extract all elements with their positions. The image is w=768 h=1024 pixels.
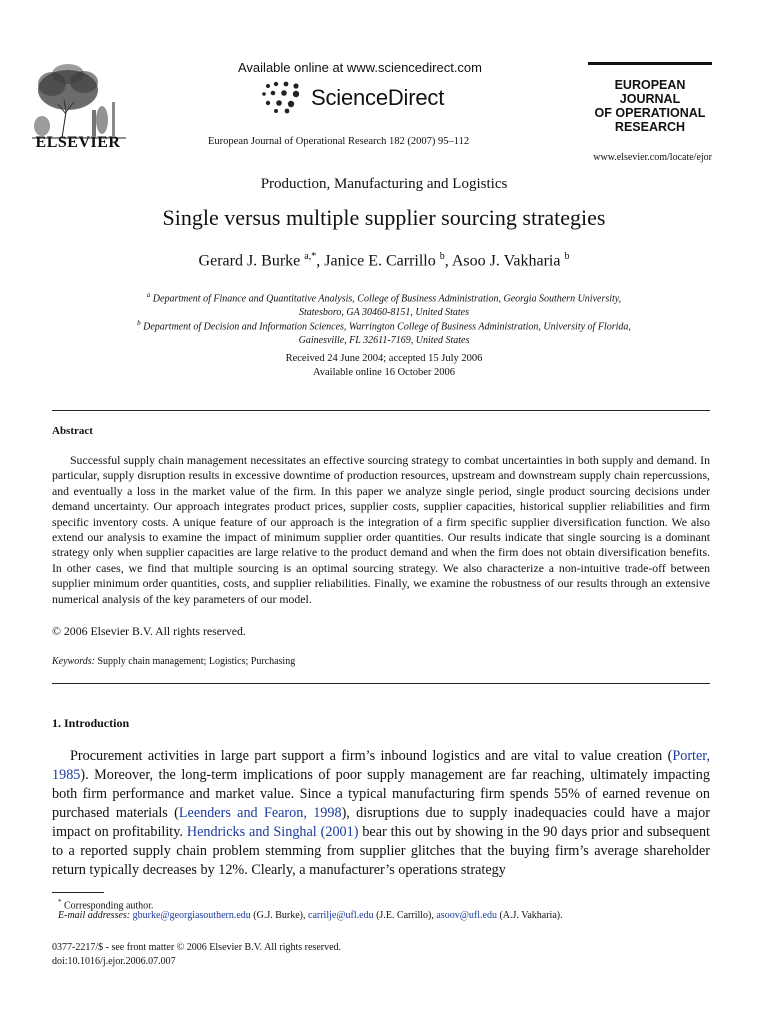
affiliation-line: Statesboro, GA 30460-8151, United States: [299, 307, 469, 319]
affiliation-mark: a: [146, 291, 151, 299]
intro-text: Procurement activities in large part support a firm’s inbound logistics and are vital to value creation (: [70, 748, 673, 764]
journal-section: Production, Manufacturing and Logistics: [260, 176, 508, 192]
journal-url[interactable]: www.elsevier.com/locate/ejor: [593, 152, 712, 163]
keywords-list: Supply chain management; Logistics; Purchasing: [97, 656, 296, 667]
footnote-mark: *: [58, 898, 62, 906]
divider: [52, 683, 710, 684]
author-name: Asoo J. Vakharia: [451, 252, 561, 270]
journal-logo-text: [588, 78, 712, 134]
email-owner: (J.E. Carrillo),: [376, 910, 434, 921]
journal-logo-line: EUROPEAN: [614, 78, 686, 92]
email-link[interactable]: gburke@georgiasouthern.edu: [132, 910, 251, 921]
introduction-body: [52, 747, 710, 880]
intro-text: bear this out by showing in the 90 days prior and subsequent to a reported supply chain problem stemming from supplier glitches that the buying firm’s average shareholder return typically decreases by 12%. Clearly, a manufacturer’s operations strategy: [52, 824, 710, 878]
citation-link[interactable]: Hendricks and Singhal (2001): [186, 824, 359, 840]
available-date: Available online 16 October 2006: [312, 367, 456, 378]
affiliation-b: [70, 316, 698, 348]
author-affil-mark: b: [564, 251, 570, 262]
sciencedirect-wordmark: ScienceDirect: [311, 85, 445, 110]
received-dates: Received 24 June 2004; accepted 15 July 2006: [285, 353, 483, 364]
email-owner: (G.J. Burke),: [253, 910, 306, 921]
affiliation-mark: b: [137, 319, 141, 327]
elsevier-tree-logo: [22, 62, 134, 140]
abstract-copyright: © 2006 Elsevier B.V. All rights reserved.: [52, 624, 246, 638]
doi-line[interactable]: doi:10.1016/j.ejor.2006.07.007: [52, 956, 176, 967]
author-affil-mark: a,*: [304, 251, 317, 262]
abstract-body: [52, 453, 710, 607]
introduction-paragraph: [52, 747, 710, 880]
author-affil-mark: b: [439, 251, 445, 262]
email-label: E-mail addresses:: [58, 910, 131, 921]
available-online-text: Available online at www.sciencedirect.com: [238, 60, 482, 75]
affiliation-line: Department of Decision and Information Sciences, Warrington College of Business Administration, University of Florida,: [143, 321, 631, 333]
affiliation-line: Department of Finance and Quantitative Analysis, College of Business Administration, Georgia Southern University,: [152, 293, 622, 305]
abstract-heading: Abstract: [52, 425, 93, 437]
citation-link[interactable]: Porter, 1985: [52, 748, 710, 783]
footnote-emails: [58, 909, 563, 922]
section-heading: 1. Introduction: [52, 716, 130, 730]
issn-line: 0377-2217/$ - see front matter © 2006 Elsevier B.V. All rights reserved.: [52, 942, 342, 953]
author-list: Gerard J. Burke $^{a,*}$, Janice E. Carrillo $^b$, Asoo J. Vakharia $^b$: [198, 251, 570, 270]
intro-text: ). Moreover, the long-term implications of poor supply management are far reaching, ultimately impacting both firm performance and market value. Since a typical manufacturing firm spends 55% of earned revenue on purchased materials (: [52, 767, 710, 821]
author-name: Janice E. Carrillo: [324, 252, 436, 270]
publisher-name: ELSEVIER: [35, 134, 121, 151]
email-link[interactable]: asoov@ufl.edu: [436, 910, 497, 921]
journal-reference: European Journal of Operational Research 182 (2007) 95–112: [208, 136, 470, 147]
keywords: [52, 656, 295, 667]
email-link[interactable]: carrilje@ufl.edu: [308, 910, 374, 921]
journal-logo-line: OF OPERATIONAL: [594, 106, 706, 120]
affiliation-line: Gainesville, FL 32611-7169, United States: [298, 335, 470, 347]
email-owner: (A.J. Vakharia).: [499, 910, 563, 921]
article-title: Single versus multiple supplier sourcing strategies: [162, 205, 606, 230]
footnote-rule: [52, 892, 104, 893]
journal-logo-rule: [588, 62, 712, 65]
citation-link[interactable]: Leenders and Fearon, 1998: [178, 805, 342, 821]
divider: [52, 410, 710, 411]
intro-text: ), disruptions due to supply inadequacies could have a major impact on profitability.: [52, 805, 710, 840]
abstract-text: Successful supply chain management necessitates an effective sourcing strategy to combat uncertainties in both supply and demand. In particular, supply disruption results in excessive downtime of production resources, upstream and downstream supply chain repercussions, and eventually a loss in the market value of the firm. In this paper we analyze single period, single product sourcing decisions under demand uncertainty. Our approach integrates product prices, supplier costs, supplier capacities, historical supplier reliabilities and firm specific inventory costs. A unique feature of our approach is the integration of a firm specific supplier diversification function. We also extend our analysis to examine the impact of minimum supplier order quantities. Our results indicate that single sourcing is a dominant strategy only when supplier capacities are large relative to the product demand and when the firm does not obtain diversification benefits. In other cases, we find that multiple sourcing is an optimal sourcing strategy. We also characterize a non-intuitive trade-off between supplier minimum order quantities, costs, and supplier reliabilities. Finally, we examine the robustness of our results through an extensive numerical analysis of the key parameters of our model.: [52, 453, 710, 606]
sciencedirect-dots-icon: [260, 80, 308, 114]
author-name: Gerard J. Burke: [198, 252, 301, 270]
footnote-text: Corresponding author.: [64, 900, 154, 912]
journal-logo-line: JOURNAL: [619, 92, 681, 106]
journal-logo-line: RESEARCH: [614, 120, 686, 134]
keywords-label: Keywords:: [52, 656, 95, 667]
